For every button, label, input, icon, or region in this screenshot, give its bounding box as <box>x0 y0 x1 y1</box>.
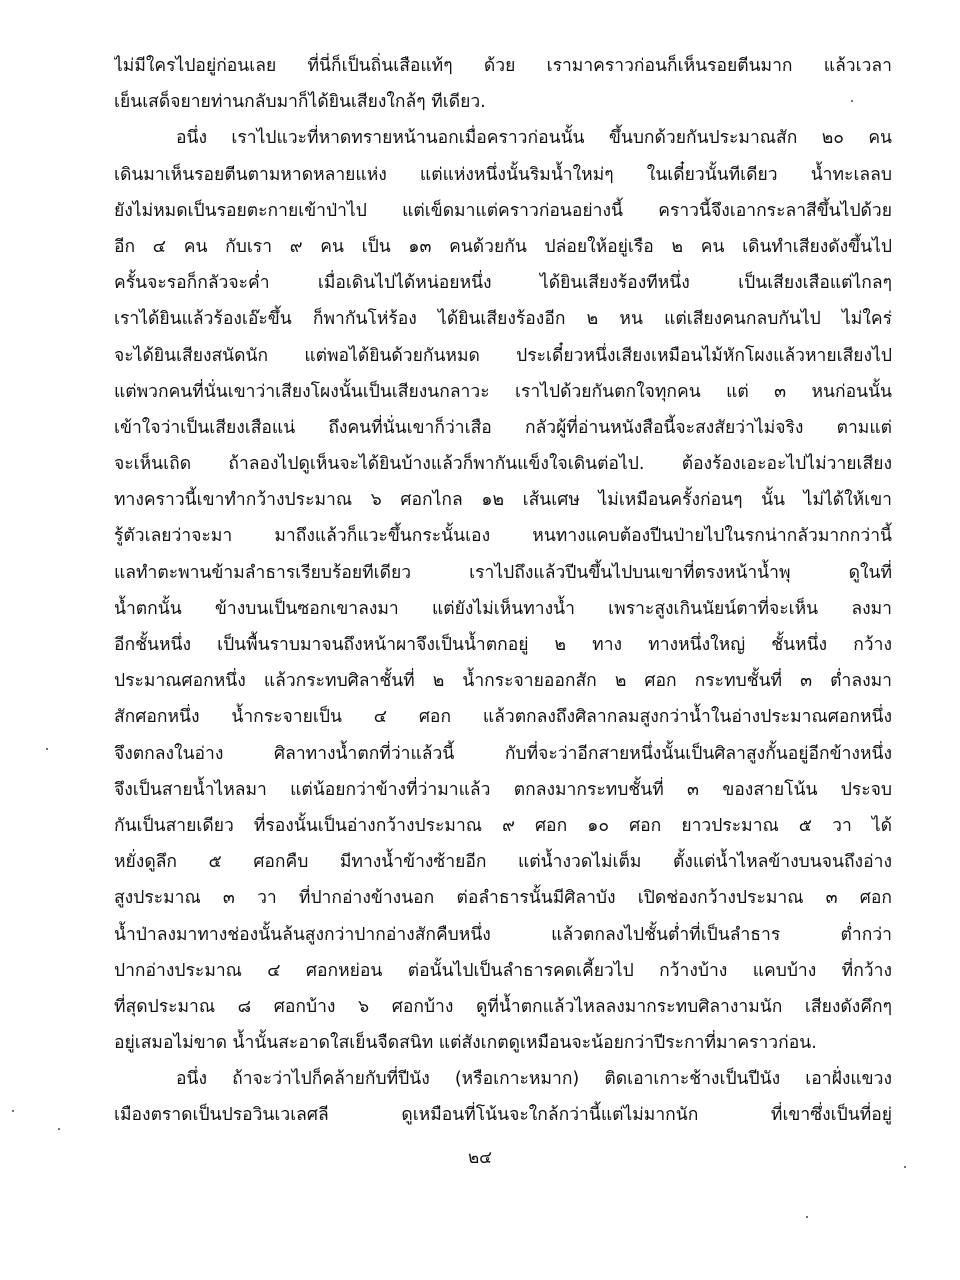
text-line: ที่สุดประมาณ ๘ ศอกบ้าง ๖ ศอกบ้าง ดูที่น้ำตกแล้วไหลลงมากระทบศิลางามนัก เสียงดังคึกๆ <box>114 996 892 1017</box>
text-line: อนึ่ง ถ้าจะว่าไปก็คล้ายกับที่ปีนัง (หรือเกาะหมาก) ติดเอาเกาะช้างเป็นปีนัง เอาฝั่งแขวง <box>176 1069 892 1090</box>
text-line: จะได้ยินเสียงสนัดนัก แต่พอได้ยินด้วยกันหมด ประเดี๋ยวหนึ่งเสียงเหมือนไม้หักโผงแล้วหายเสียงไป <box>114 345 892 366</box>
text-line: อีก ๔ คน กับเรา ๙ คน เป็น ๑๓ คนด้วยกัน ปล่อยให้อยู่เรือ ๒ คน เดินทำเสียงดังขึ้นไป <box>114 236 892 257</box>
text-line: น้ำตกนั้น ข้างบนเป็นซอกเขาลงมา แต่ยังไม่เห็นทางน้ำ เพราะสูงเกินนัยน์ตาที่จะเห็น ลงมา <box>114 598 892 619</box>
text-line: เดินมาเห็นรอยตีนตามหาดหลายแห่ง แต่แห่งหนึ่งนั้นริมน้ำใหม่ๆ ในเดี๋ยวนั้นทีเดียว น้ำทะเลลบ <box>114 164 892 185</box>
scan-speck <box>12 1110 14 1112</box>
scan-speck <box>806 1216 808 1218</box>
scan-speck <box>58 1128 60 1130</box>
text-line: อนึ่ง เราไปแวะที่หาดทรายหน้านอกเมื่อคราวก่อนนั้น ขึ้นบกด้วยกันประมาณสัก ๒๐ คน <box>176 128 892 149</box>
text-line: อยู่เสมอไม่ขาด น้ำนั้นสะอาดใสเย็นจืดสนิท แต่สังเกตดูเหมือนจะน้อยกว่าปีระกาที่มาคราวก่อน. <box>114 1033 817 1054</box>
text-line: หยั่งดูลึก ๕ ศอกคืบ มีทางน้ำข้างซ้ายอีก แต่น้ำงวดไม่เต็ม ตั้งแต่น้ำไหลข้างบนจนถึงอ่าง <box>114 852 892 873</box>
text-line: สูงประมาณ ๓ วา ที่ปากอ่างข้างนอก ต่อลำธารนั้นมีศิลาบัง เปิดช่องกว้างประมาณ ๓ ศอก <box>114 888 892 909</box>
text-line: รู้ตัวเลยว่าจะมา มาถึงแล้วก็แวะขึ้นกระนั้นเอง หนทางแคบต้องปีนป่ายไปในรกน่ากลัวมากกว่านี้ <box>114 526 892 547</box>
text-line: เย็นเสด็จยายท่านกลับมาก็ได้ยินเสียงใกล้ๆ ทีเดียว. <box>114 92 486 113</box>
text-line: กันเป็นสายเดียว ที่รองนั้นเป็นอ่างกว้างประมาณ ๙ ศอก ๑๐ ศอก ยาวประมาณ ๕ วา ได้ <box>114 815 892 836</box>
scan-speck <box>904 1166 906 1168</box>
text-line: เมืองตราดเป็นปรอวินเวเลศลี ดูเหมือนที่โน้นจะใกล้กว่านี้แต่ไม่มากนัก ที่เขาซึ่งเป็นที่อยู่ <box>114 1105 892 1126</box>
text-line: อีกชั้นหนึ่ง เป็นพื้นราบมาจนถึงหน้าผาจึงเป็นน้ำตกอยู่ ๒ ทาง ทางหนึ่งใหญ่ ชั้นหนึ่ง กว้าง <box>114 635 892 655</box>
text-line: น้ำป่าลงมาทางช่องนั้นล้นสูงกว่าปากอ่างสักคืบหนึ่ง แล้วตกลงไปชั้นต่ำที่เป็นลำธาร ต่ำกว่า <box>114 924 892 945</box>
text-line: จึงตกลงในอ่าง ศิลาทางน้ำตกที่ว่าแล้วนี้ กับที่จะว่าอีกสายหนึ่งนั้นเป็นศิลาสูงกั้นอยู่อีกข้างหนึ่ง <box>114 743 892 764</box>
scan-speck <box>851 100 853 102</box>
text-line: จึงเป็นสายน้ำไหลมา แต่น้อยกว่าข้างที่ว่ามาแล้ว ตกลงมากระทบชั้นที่ ๓ ของสายโน้น ประจบ <box>114 779 892 800</box>
body-text <box>114 48 892 1134</box>
text-line: แลทำตะพานข้ามลำธารเรียบร้อยทีเดียว เราไปถึงแล้วปีนขึ้นไปบนเขาที่ตรงหน้าน้ำพุ ดูในที่ <box>114 562 892 583</box>
text-line: ทางคราวนี้เขาทำกว้างประมาณ ๖ ศอกไกล ๑๒ เส้นเศษ ไม่เหมือนครั้งก่อนๆ นั้น ไม่ได้ให้เขา <box>114 490 892 511</box>
text-line: ประมาณศอกหนึ่ง แล้วกระทบศิลาชั้นที่ ๒ น้ำกระจายออกสัก ๒ ศอก กระทบชั้นที่ ๓ ต่ำลงมา <box>114 671 892 692</box>
text-line: ครั้นจะรอก็กลัวจะค่ำ เมื่อเดินไปได้หน่อยหนึ่ง ได้ยินเสียงร้องทีหนึ่ง เป็นเสียงเสือแต่ไกลๆ <box>114 273 892 294</box>
text-line: ไม่มีใครไปอยู่ก่อนเลย ที่นี่ก็เป็นถิ่นเสือแท้ๆ ด้วย เรามาคราวก่อนก็เห็นรอยตีนมาก แล้วเวลา <box>114 56 892 76</box>
text-line: ยังไม่หมดเป็นรอยตะกายเข้าป่าไป แต่เข็ดมาแต่คราวก่อนอย่างนี้ คราวนี้จึงเอากระลาสีขึ้นไปด้วย <box>114 200 892 221</box>
text-line: แต่พวกคนที่นั่นเขาว่าเสียงโผงนั้นเป็นเสียงนกลาวะ เราไปด้วยกันตกใจทุกคน แต่ ๓ หนก่อนนั้น <box>114 381 892 402</box>
text-line: จะเห็นเถิด ถ้าลองไปดูเห็นจะได้ยินบ้างแล้วก็พากันแข็งใจเดินต่อไป. ต้องร้องเอะอะไปไม่วายเสียง <box>114 454 892 475</box>
scan-speck <box>46 748 48 750</box>
page-number: ๒๔ <box>467 1148 493 1168</box>
text-line: เราได้ยินแล้วร้องเอ๊ะขึ้น ก็พากันโห่ร้อง ได้ยินเสียงร้องอีก ๒ หน แต่เสียงคนกลบกันไป ไม่ใคร่ <box>114 309 892 330</box>
text-line: สักศอกหนึ่ง น้ำกระจายเป็น ๔ ศอก แล้วตกลงถึงศิลากลมสูงกว่าน้ำในอ่างประมาณศอกหนึ่ง <box>114 707 892 728</box>
text-line: เข้าใจว่าเป็นเสียงเสือแน่ ถึงคนที่นั่นเขาก็ว่าเสือ กลัวผู้ที่อ่านหนังสือนี้จะสงสัยว่าไม่จริง ตามแต่ <box>114 417 892 438</box>
text-line: ปากอ่างประมาณ ๔ ศอกหย่อน ต่อนั้นไปเป็นลำธารคดเคี้ยวไป กว้างบ้าง แคบบ้าง ที่กว้าง <box>114 960 892 981</box>
